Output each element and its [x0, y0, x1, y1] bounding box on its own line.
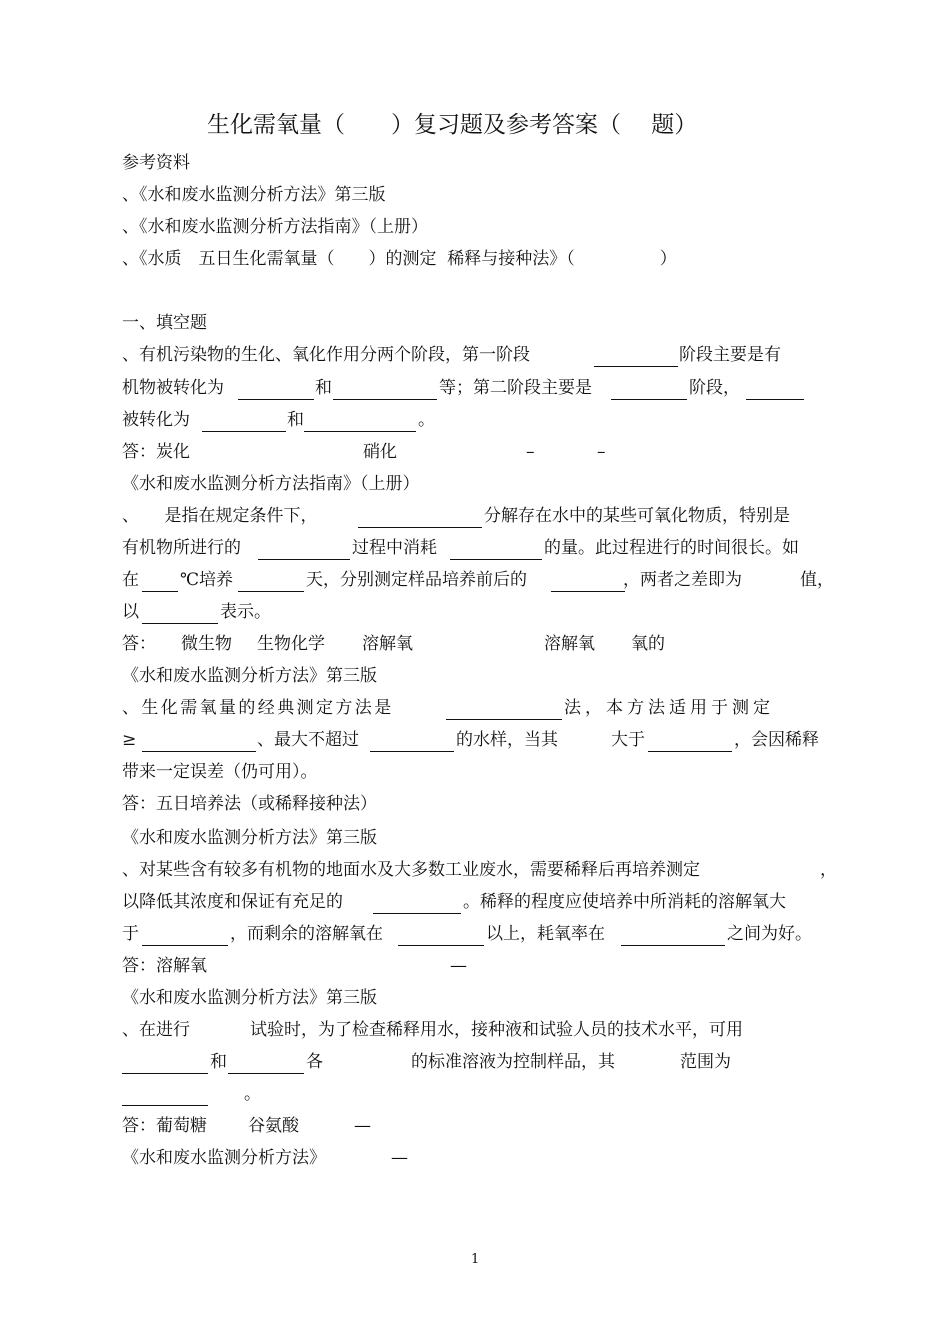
reference-item: 、《水质 五日生化需氧量（ ）的测定 稀释与接种法》（ ） — [122, 249, 677, 269]
q1-answer: – — [597, 442, 606, 462]
reference-item: 、《水和废水监测分析方法指南》（上册） — [122, 217, 428, 237]
q1-source: 《水和废水监测分析方法指南》（上册） — [122, 474, 420, 494]
q5-answer: — — [354, 1116, 371, 1136]
q2-answer: 生物化学 — [257, 634, 325, 654]
q4-text: 之间为好。 — [727, 924, 812, 944]
q2-blank — [238, 591, 304, 592]
q3-source: 《水和废水监测分析方法》第三版 — [122, 828, 377, 848]
q2-text: 的量。此过程进行的时间很长。如 — [544, 538, 799, 558]
q2-answer: 微生物 — [181, 634, 232, 654]
q5-blank — [122, 1073, 208, 1074]
q2-text: 在 — [122, 570, 139, 590]
q1-text: 阶段， — [689, 378, 740, 398]
q3-blank — [648, 751, 732, 752]
q5-text: 、在进行 — [122, 1020, 190, 1040]
q1-blank — [238, 399, 314, 400]
q3-answer: 答：五日培养法（或稀释接种法） — [122, 794, 377, 814]
document-title: 生化需氧量（ ）复习题及参考答案（ 题） — [207, 112, 698, 138]
q1-text: 、有机污染物的生化、氧化作用分两个阶段，第一阶段 — [122, 345, 530, 365]
q3-text: ，会因稀释 — [734, 730, 819, 750]
q5-blank — [122, 1105, 208, 1106]
q5-blank — [228, 1073, 304, 1074]
section-heading: 一、填空题 — [122, 313, 207, 333]
q2-text: 过程中消耗 — [352, 538, 437, 558]
q4-answer: — — [450, 956, 467, 976]
q2-blank — [142, 623, 218, 624]
q5-text: 。 — [244, 1084, 261, 1104]
q5-answer: 谷氨酸 — [248, 1116, 299, 1136]
q5-text: 范围为 — [680, 1052, 731, 1072]
q1-text: 等；第二阶段主要是 — [439, 378, 592, 398]
references-heading: 参考资料 — [122, 153, 190, 173]
q2-blank — [450, 559, 542, 560]
q2-text: 表示。 — [220, 602, 271, 622]
q2-text: ，两者之差即为 — [623, 570, 742, 590]
q1-blank — [202, 431, 286, 432]
q3-text: 法，本方法适用于测定 — [564, 698, 774, 718]
q2-answer: 溶解氧 — [362, 634, 413, 654]
q5-answer: 答：葡萄糖 — [122, 1116, 207, 1136]
q5-text: 各 — [306, 1052, 323, 1072]
q3-text: 、最大不超过 — [257, 730, 359, 750]
reference-item: 、《水和废水监测分析方法》第三版 — [122, 185, 386, 205]
q3-text: ≥ — [122, 730, 137, 750]
q2-blank — [142, 591, 178, 592]
q2-text: 有机物所进行的 — [122, 538, 241, 558]
q4-text: 以降低其浓度和保证有充足的 — [122, 892, 343, 912]
q4-answer: 答：溶解氧 — [122, 956, 207, 976]
q4-source: 《水和废水监测分析方法》第三版 — [122, 988, 377, 1008]
q2-text: 天，分别测定样品培养前后的 — [306, 570, 527, 590]
q1-blank — [304, 431, 416, 432]
q2-source: 《水和废水监测分析方法》第三版 — [122, 666, 377, 686]
q1-text: 和 — [287, 410, 304, 430]
q2-text: 分解存在水中的某些可氧化物质，特别是 — [484, 506, 790, 526]
q2-blank — [358, 527, 482, 528]
q4-blank — [621, 945, 725, 946]
q2-text: ℃培养 — [180, 570, 234, 590]
q5-text: 和 — [210, 1052, 227, 1072]
q1-blank — [333, 399, 437, 400]
q1-answer: 硝化 — [363, 442, 397, 462]
q4-text: ，而剩余的溶解氧在 — [230, 924, 383, 944]
q4-text: 于 — [122, 924, 139, 944]
q5-text: 的标准溶液为控制样品，其 — [411, 1052, 615, 1072]
q5-source: 《水和废水监测分析方法》 — [122, 1148, 326, 1168]
q4-text: 。稀释的程度应使培养中所消耗的溶解氧大 — [463, 892, 786, 912]
q3-text: 的水样，当其 — [456, 730, 558, 750]
q3-blank — [446, 719, 562, 720]
q4-text: 以上，耗氧率在 — [486, 924, 605, 944]
q1-blank — [594, 366, 678, 367]
q2-answer: 溶解氧 — [544, 634, 595, 654]
q2-answer: 氧的 — [631, 634, 665, 654]
q1-text: 阶段主要是有 — [679, 345, 781, 365]
page-number: 1 — [471, 1252, 480, 1267]
q1-text: 被转化为 — [122, 410, 190, 430]
q2-text: 值， — [800, 570, 834, 590]
q1-blank — [611, 399, 687, 400]
q4-text: ， — [820, 860, 837, 880]
q5-text: 试验时，为了检查稀释用水，接种液和试验人员的技术水平，可用 — [250, 1020, 743, 1040]
q2-blank — [551, 591, 625, 592]
q1-text: 。 — [418, 410, 435, 430]
q3-text: 、生化需氧量的经典测定方法是 — [122, 698, 394, 718]
q2-answer: 答： — [122, 634, 156, 654]
q3-blank — [370, 751, 454, 752]
q1-answer: 答：炭化 — [122, 442, 190, 462]
q4-blank — [398, 945, 484, 946]
q3-text: 大于 — [611, 730, 645, 750]
q2-text: 、 是指在规定条件下， — [122, 506, 318, 526]
q2-blank — [258, 559, 350, 560]
q1-blank — [746, 399, 804, 400]
q3-blank — [142, 751, 256, 752]
q2-text: 以 — [122, 602, 139, 622]
q1-text: 机物被转化为 — [122, 378, 224, 398]
q5-source: — — [391, 1148, 408, 1168]
q4-blank — [373, 913, 461, 914]
q4-blank — [142, 945, 228, 946]
q3-text: 带来一定误差（仍可用）。 — [122, 762, 318, 782]
q4-text: 、对某些含有较多有机物的地面水及大多数工业废水，需要稀释后再培养测定 — [122, 860, 700, 880]
q1-text: 和 — [315, 378, 332, 398]
q1-answer: – — [526, 442, 535, 462]
